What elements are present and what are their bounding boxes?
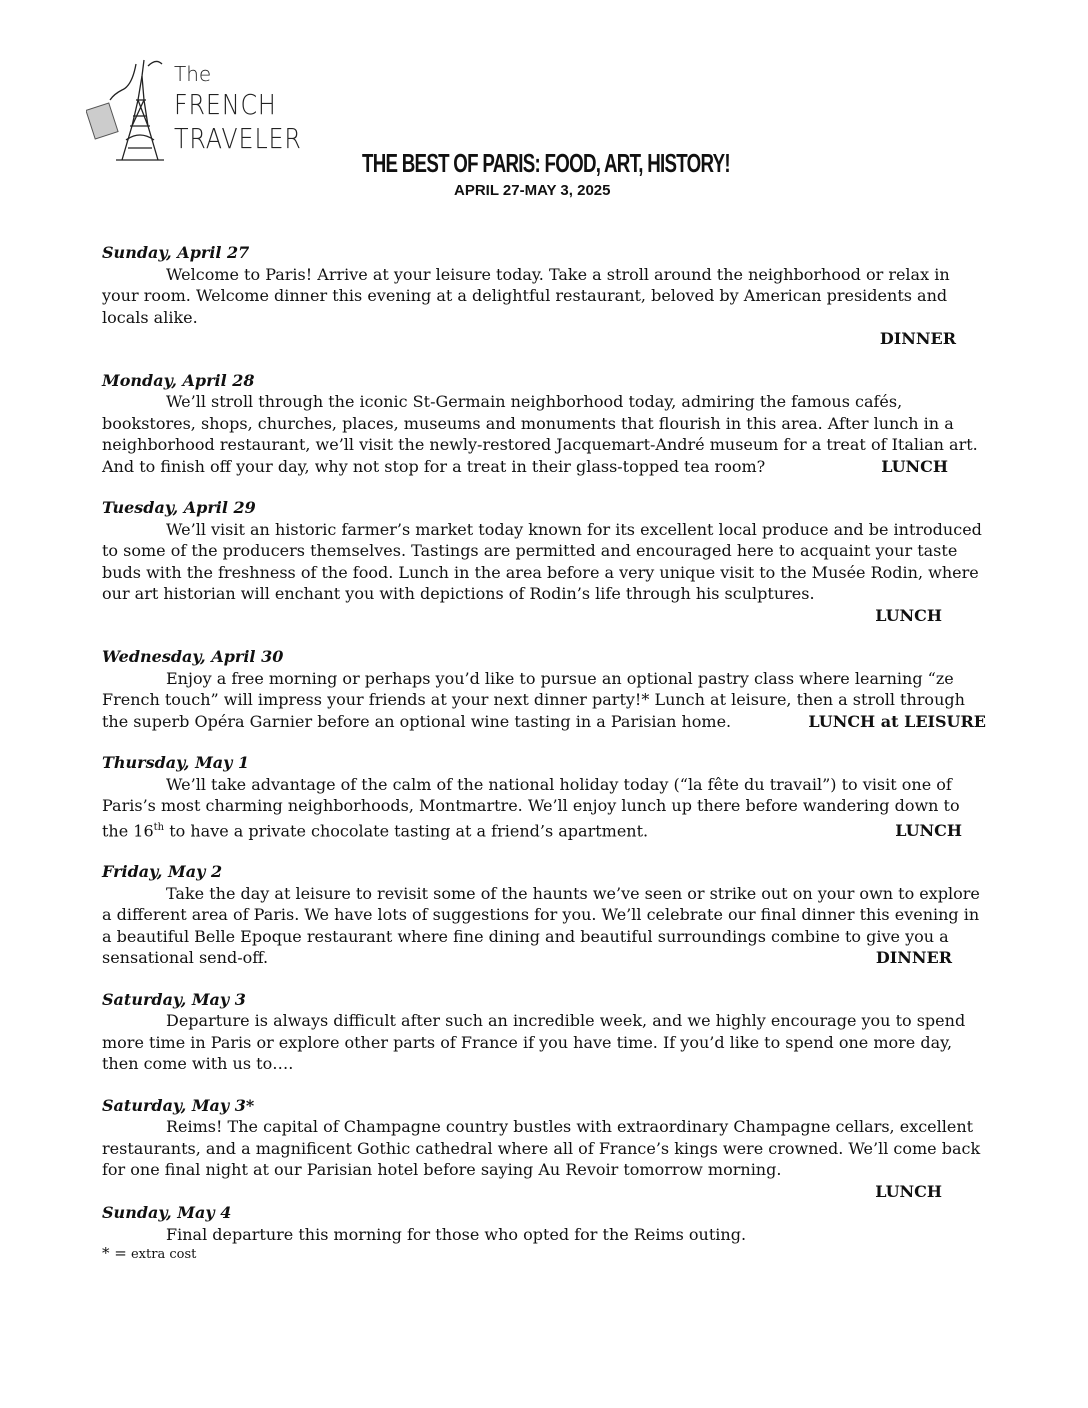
- meal-label: LUNCH at LEISURE: [808, 711, 986, 731]
- meal-label: LUNCH: [881, 456, 948, 476]
- day-heading: Sunday, May 4: [102, 1203, 232, 1223]
- logo-french: FRENCH: [174, 88, 277, 121]
- day-entry: [102, 497, 982, 626]
- day-entry: [102, 242, 982, 350]
- day-description: [102, 264, 982, 329]
- day-description: [102, 668, 986, 733]
- ordinal-suffix: th: [153, 821, 165, 833]
- footnote-text: extra cost: [130, 1247, 197, 1262]
- day-description: [102, 774, 982, 842]
- meal-label: DINNER: [875, 948, 952, 968]
- eiffel-tower-icon: [86, 56, 176, 168]
- day-text: Departure is always difficult after such an incredible week, and we highly encourage you to spend more time in Paris or explore other parts of France if you have time. If you’d like to spend one more day, then come with us to….: [102, 1011, 966, 1074]
- meal-label: LUNCH: [895, 820, 962, 840]
- day-text: Welcome to Paris! Arrive at your leisure today. Take a stroll around the neighborhood or relax in your room. Welcome dinner this evening at a delightful restaurant, beloved by American presidents and locals alike.: [102, 264, 950, 327]
- day-heading: Tuesday, April 29: [102, 498, 256, 517]
- day-description: [102, 1224, 982, 1246]
- day-entry: [102, 370, 982, 478]
- day-text-continued: to have a private chocolate tasting at a friend’s apartment.: [164, 820, 649, 840]
- day-description: [102, 1010, 982, 1075]
- meal-label: LUNCH: [875, 605, 942, 625]
- day-entry: [102, 752, 982, 841]
- day-description: [102, 883, 982, 969]
- day-heading: Sunday, April 27: [102, 243, 250, 262]
- day-text: Enjoy a free morning or perhaps you’d like to pursue an optional pastry class where learning “ze French touch” will impress your friends at your next dinner party!* Lunch at leisure, then a stroll through the superb Opéra Garnier before an optional wine tasting in a Parisian home.: [102, 668, 965, 731]
- logo: [86, 56, 326, 168]
- logo-the: The: [174, 62, 212, 86]
- day-heading: Monday, April 28: [102, 370, 255, 390]
- day-text: Final departure this morning for those who opted for the Reims outing.: [166, 1224, 747, 1244]
- footnote: [102, 1244, 196, 1262]
- day-entry: [102, 861, 982, 969]
- footnote-symbol: * =: [102, 1244, 127, 1262]
- day-entry: [102, 1202, 982, 1245]
- day-description: [102, 391, 982, 477]
- day-description: [102, 519, 982, 605]
- page-title: THE BEST OF PARIS: FOOD, ART, HISTORY!: [362, 148, 730, 178]
- day-heading: Wednesday, April 30: [102, 647, 284, 666]
- day-description: [102, 1116, 982, 1181]
- itinerary: [102, 242, 986, 1265]
- trip-dates: APRIL 27-MAY 3, 2025: [454, 182, 611, 199]
- meal-label: LUNCH: [875, 1181, 942, 1201]
- day-heading: Thursday, May 1: [102, 753, 250, 772]
- day-text: Reims! The capital of Champagne country bustles with extraordinary Champagne cellars, excellent restaurants, and a magnificent Gothic cathedral where all of France’s kings were crowned. We’ll come back for one final night at our Parisian hotel before saying Au Revoir tomorrow morning.: [102, 1117, 981, 1180]
- meal-label: DINNER: [879, 329, 956, 348]
- logo-traveler: TRAVELER: [174, 122, 302, 155]
- day-entry: [102, 1095, 982, 1203]
- day-text: Take the day at leisure to revisit some of the haunts we’ve seen or strike out on your own to explore a different area of Paris. We have lots of suggestions for you. We’ll celebrate our final dinner this evening in a beautiful Belle Epoque restaurant where fine dining and beautiful surroundings combine to give you a sensational send-off.: [102, 883, 980, 968]
- day-text: We’ll visit an historic farmer’s market today known for its excellent local produce and be introduced to some of the producers themselves. Tastings are permitted and encouraged here to acquaint your taste buds with the freshness of the food. Lunch in the area before a very unique visit to the Musée Rodin, where our art historian will enchant you with depictions of Rodin’s life through his sculptures.: [102, 519, 982, 603]
- day-entry: [102, 989, 982, 1075]
- day-heading: Saturday, May 3*: [102, 1095, 255, 1115]
- day-heading: Saturday, May 3: [102, 989, 246, 1009]
- day-heading: Friday, May 2: [102, 862, 223, 882]
- day-text: We’ll stroll through the iconic St-Germain neighborhood today, admiring the famous cafés, bookstores, shops, churches, places, museums and monuments that flourish in this area. After lunch in a neighborhood restaurant, we’ll visit the newly-restored Jacquemart-André museum for a treat of Italian art. And to finish off your day, why not stop for a treat in their glass-topped tea room?: [102, 392, 978, 476]
- day-text: We’ll take advantage of the calm of the national holiday today (“la fête du travail”) to visit one of Paris’s most charming neighborhoods, Montmartre. We’ll enjoy lunch up there before wandering down to the 16: [102, 774, 960, 840]
- day-entry: [102, 646, 986, 732]
